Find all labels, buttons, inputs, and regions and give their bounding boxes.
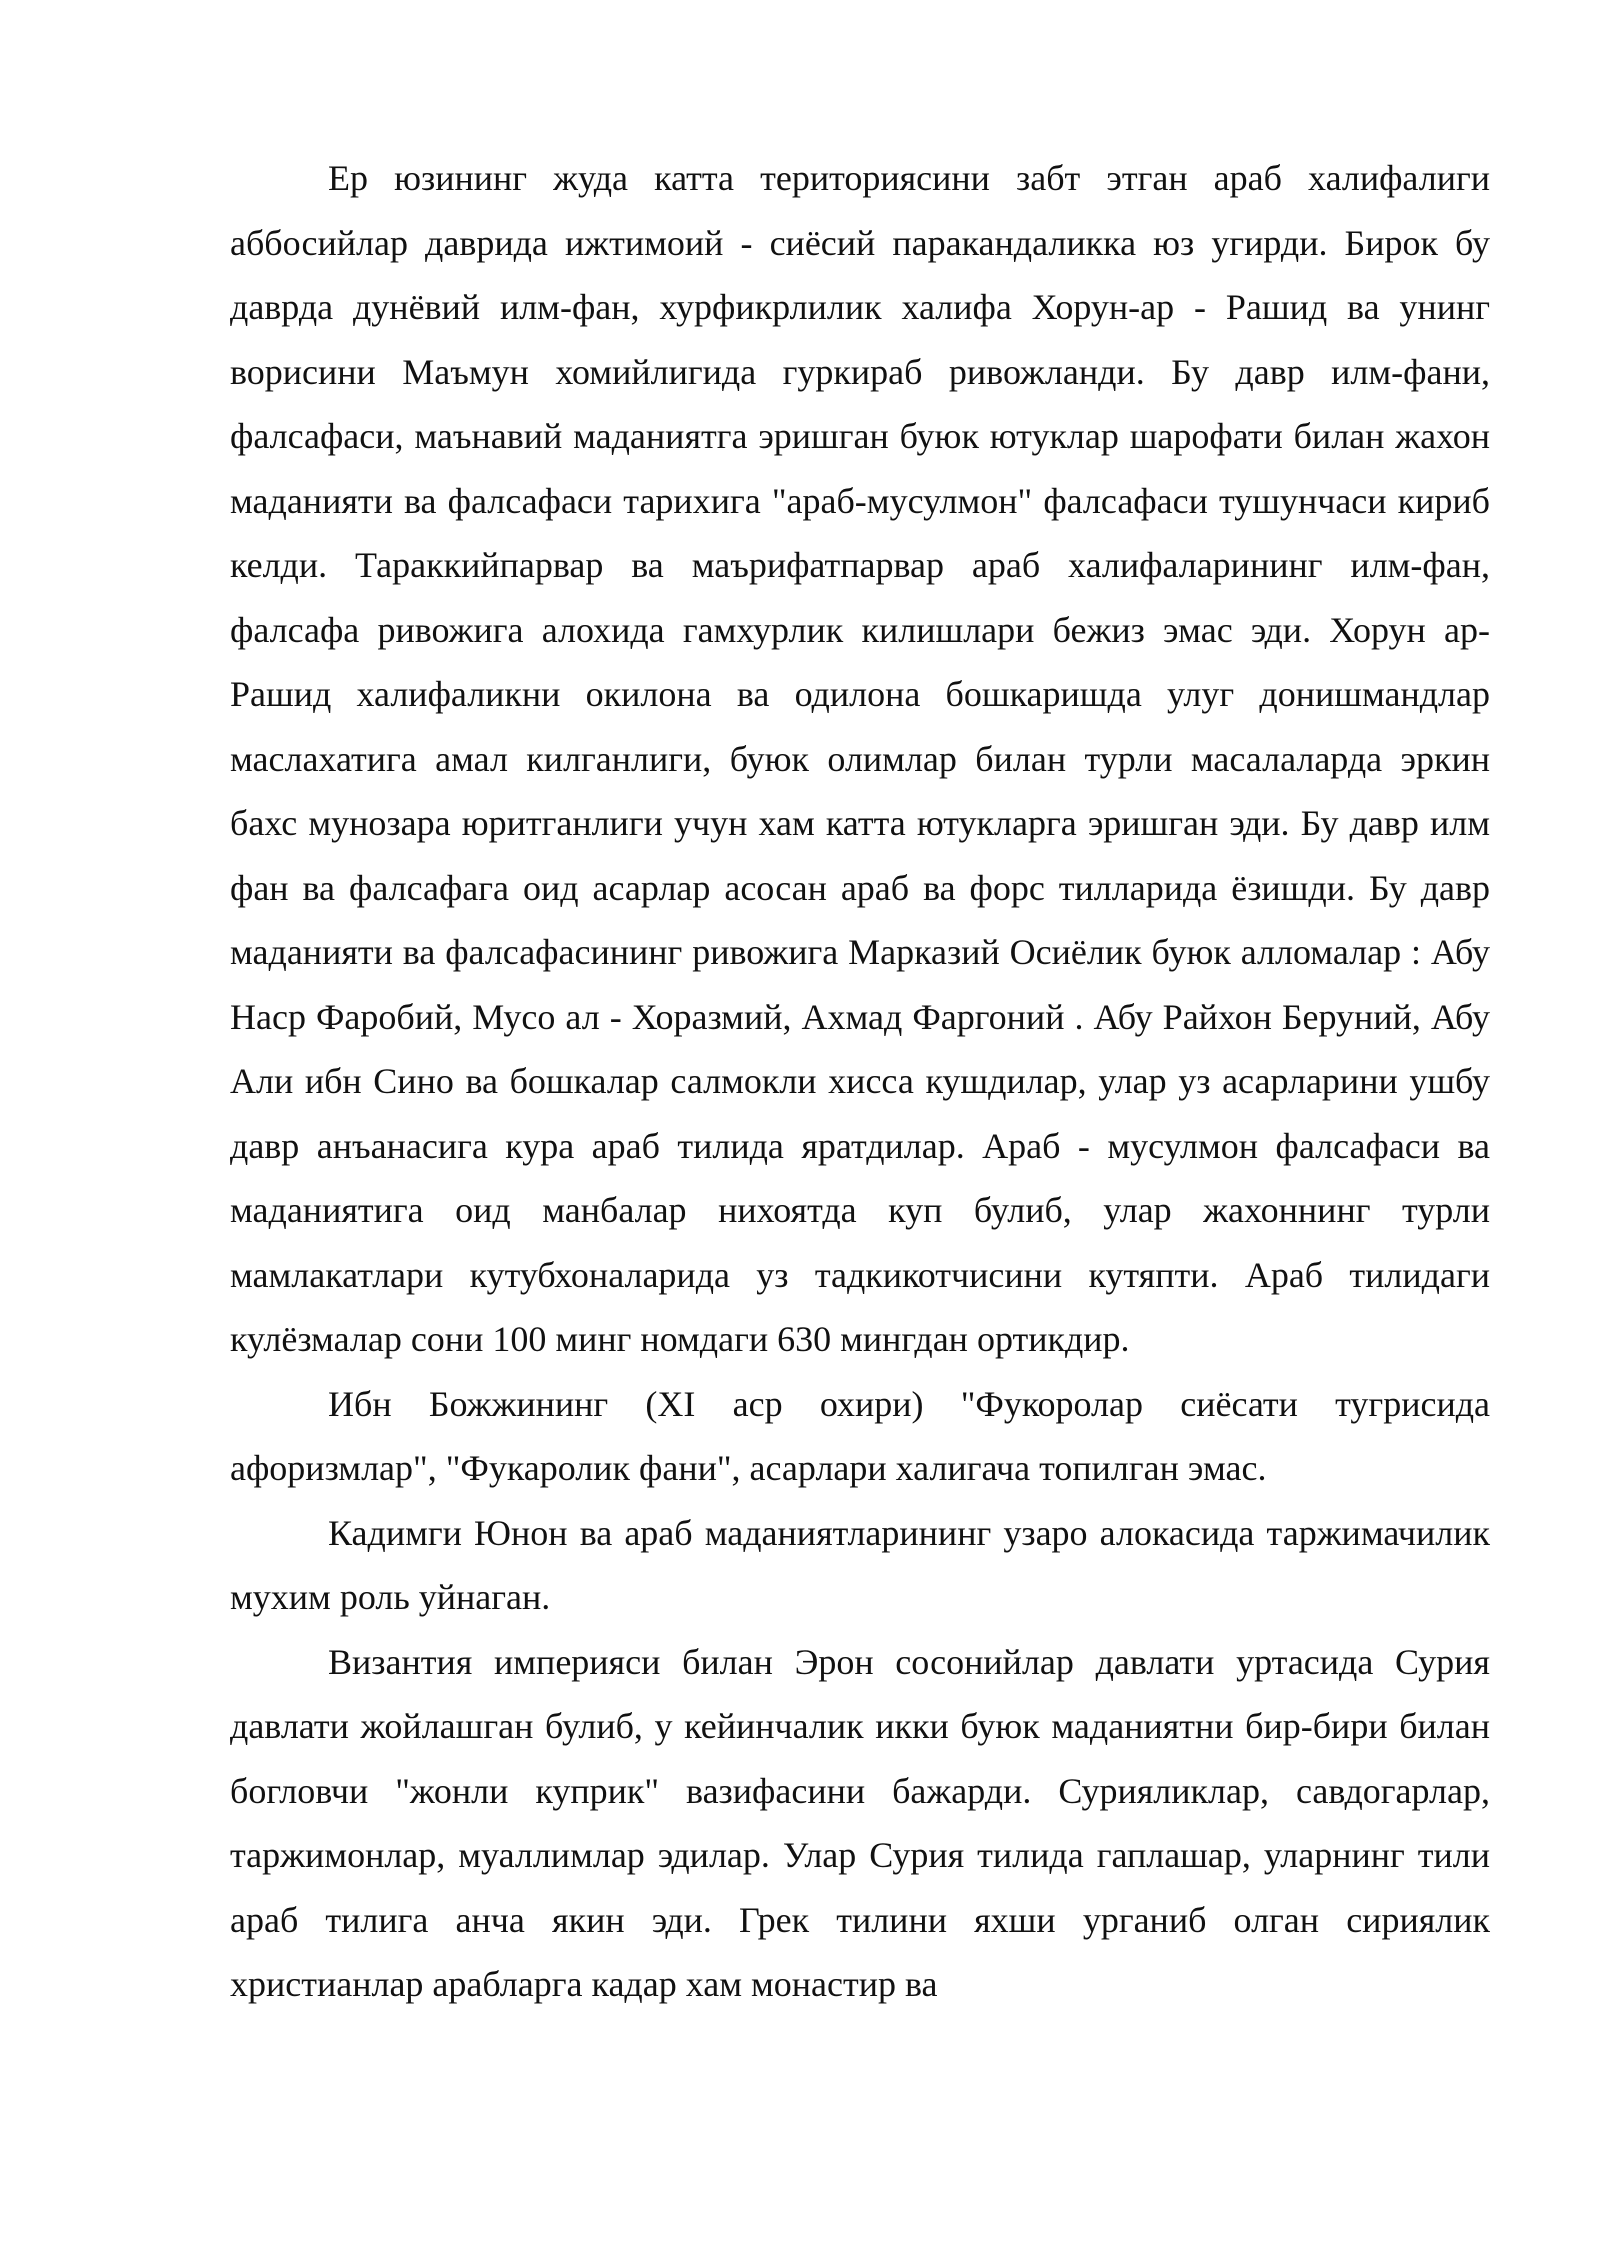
paragraph-abbasid-caliphate: Ер юзининг жуда катта териториясини забт этган араб халифалиги аббосийлар даврида ижтимоий - сиёсий паракандаликка юз угирди. Бирок бу даврда дунёвий илм-фан, хурфикрлилик халифа Хорун-ар - Рашид ва унинг ворисини Маъмун хомийлигида гуркираб ривожланди. Бу давр илм-фани, фалсафаси, маънавий маданиятга эришган буюк ютуклар шарофати билан жахон маданияти ва фалсафаси тарихига "араб-мусулмон" фалсафаси тушунчаси кириб келди. Тараккийпарвар ва маърифатпарвар араб халифаларининг илм-фан, фалсафа ривожига алохида гамхурлик килишлари бежиз эмас эди. Хорун ар-Рашид халифаликни окилона ва одилона бошкаришда улуг донишмандлар маслахатига амал килганлиги, буюк олимлар билан турли масалаларда эркин бахс мунозара юритганлиги учун хам катта ютукларга эришган эди. Бу давр илм фан ва фалсафага оид асарлар асосан араб ва форс тилларида ёзишди. Бу давр маданияти ва фалсафасининг ривожига Марказий Осиёлик буюк алломалар : Абу Наср Фаробий, Мусо ал - Хоразмий, Ахмад Фаргоний . Абу Райхон Беруний, Абу Али ибн Сино ва бошкалар салмокли хисса кушдилар, улар уз асарларини ушбу давр анъанасига кура араб тилида яратдилар. Араб - мусулмон фалсафаси ва маданиятига оид манбалар нихоятда куп булиб, улар жахоннинг турли мамлакатлари кутубхоналарида уз тадкикотчисини кутяпти. Араб тилидаги кулёзмалар сони 100 минг номдаги 630 мингдан ортикдир. xyxy=(230,158,1490,1359)
document-page xyxy=(230,146,1490,2017)
paragraph-syria-bridge: Византия империяси билан Эрон сосонийлар давлати уртасида Сурия давлати жойлашган булиб, у кейинчалик икки буюк маданиятни бир-бири билан богловчи "жонли куприк" вазифасини бажарди. Сурияликлар, савдогарлар, таржимонлар, муаллимлар эдилар. Улар Сурия тилида гаплашар, уларнинг тили араб тилига анча якин эди. Грек тилини яхши урганиб олган сириялик христианлар арабларга кадар хам монастир ва xyxy=(230,1641,1490,2004)
paragraph-ibn-bajja: Ибн Божжининг (XI аср охири) "Фукоролар сиёсати тугрисида афоризмлар", "Фукаролик фани", асарлари халигача топилган эмас. xyxy=(230,1383,1490,1488)
paragraph-translation-role: Кадимги Юнон ва араб маданиятларининг узаро алокасида таржимачилик мухим роль уйнаган. xyxy=(230,1512,1490,1617)
